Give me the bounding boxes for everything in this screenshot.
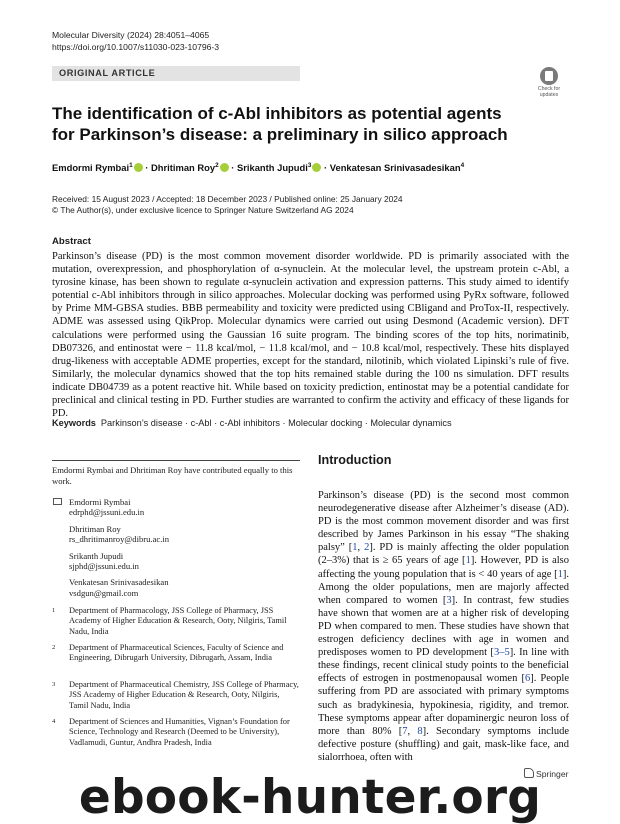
author-name: Dhritiman Roy	[69, 523, 121, 534]
citation-link[interactable]: 1	[557, 568, 563, 580]
author-affiliation-sup: 4	[460, 162, 465, 169]
keywords-list: Parkinson’s disease · c-Abl · c-Abl inhibitors · Molecular docking · Molecular dynamics	[100, 418, 452, 428]
introduction-heading: Introduction	[318, 453, 392, 467]
citation-link[interactable]: 1	[465, 555, 471, 567]
check-for-updates-badge[interactable]	[533, 67, 565, 100]
author-affiliation-sup: 2	[215, 162, 219, 169]
author-name: Srikanth Jupudi	[69, 550, 124, 561]
affiliation-number: 1	[52, 607, 56, 614]
affiliation-text: Department of Pharmaceutical Sciences, Faculty of Science and Engineering, Dibrugarh University, Dibrugarh, Assam, India	[69, 643, 284, 663]
affiliation-text: Department of Sciences and Humanities, Vignan’s Foundation for Science, Technology and Research (Deemed to be University), Vadlamudi, Guntur, Andhra Pradesh, India	[69, 717, 290, 747]
citation-link[interactable]: 8	[417, 725, 423, 737]
introduction-segment: Parkinson’s disease (PD) is the second most common neurodegenerative disease after Alzheimer’s disease (AD). PD is the most common movement disorder and was first described by James Parkinson in his essay “The shaking palsy” [	[318, 490, 569, 554]
introduction-segment: ,	[407, 725, 418, 737]
corresponding-author	[69, 577, 300, 598]
journal-citation: Molecular Diversity (2024) 28:4051–4065	[52, 30, 210, 40]
introduction-segment: ]. In line with these findings, recent clinical study points to the beneficial effects of estrogen in postmenopausal women [	[318, 647, 569, 685]
introduction-text	[318, 489, 569, 764]
author-list	[52, 162, 464, 173]
publication-dates	[52, 194, 403, 216]
citation-link[interactable]: 3–5	[493, 647, 510, 659]
corresponding-author	[69, 524, 300, 545]
check-updates-label: Check for updates	[537, 86, 561, 98]
author-separator: ·	[142, 162, 152, 174]
author-separator: ·	[321, 162, 330, 174]
author-email[interactable]: edrphd@jssuni.edu.in	[69, 507, 145, 518]
introduction-segment: ]. Among the older populations, men are majorly affected when compared to women [	[318, 568, 569, 606]
abstract-heading: Abstract	[52, 236, 91, 247]
corresponding-author	[69, 497, 300, 518]
footnote-divider	[52, 460, 300, 461]
citation-link[interactable]: 7	[402, 725, 408, 737]
affiliation-number: 2	[52, 644, 56, 651]
affiliation-text: Department of Pharmaceutical Chemistry, JSS College of Pharmacy, JSS Academy of Higher Education & Research, Ooty, Nilgiris, Tamil Nadu, India	[69, 680, 299, 710]
affiliation-item	[52, 606, 300, 637]
abstract-text: Parkinson’s disease (PD) is the most common movement disorder worldwide. PD is primarily associated with the mutation, overexpression, and phosphorylation of α-synuclein. At the molecular level, the upstream protein c-Abl, a tyrosine kinase, has been shown to regulate α-synuclein activation and expression patterns. This study aimed to identify potential c-Abl inhibitors through in silico approaches. Molecular docking was performed using PyRx software, followed by Prime MM-GBSA studies. BBB permeability and toxicity were predicted using CBligand and ProTox-II, respectively. ADME was assessed using QikProp. Molecular dynamics were carried out using Desmond (Academic version). DFT calculations were performed using the Gaussian 16 suite program. The binding scores of the top hits, norimatinib, DB07326, and entinostat were − 11.8 kcal/mol, − 11.8 kcal/mol, and − 10.8 kcal/mol, respectively. These hits displayed drug-likeness with acceptable ADME properties, except for the standard, nilotinib, which violated Lipinski’s rule of five. Similarly, the molecular dynamics showed that the top hits remained stable during the 100 ns simulation. DFT results indicate DB04739 as a potent reactive hit. While based on toxicity prediction, entinostat may be a potential candidate for preclinical and clinical testing in PD. Further studies are warranted to confirm the activity and efficacy of these ligands for PD.	[52, 251, 569, 420]
copyright-line: © The Author(s), under exclusive licence to Springer Nature Switzerland AG 2024	[52, 205, 354, 215]
corresponding-author	[69, 551, 300, 572]
author-separator: ·	[228, 162, 237, 174]
affiliation-item	[52, 680, 300, 711]
doi-link[interactable]: https://doi.org/10.1007/s11030-023-10796-3	[52, 41, 220, 52]
envelope-icon	[53, 498, 62, 505]
keywords-label: Keywords	[52, 418, 96, 428]
author-name[interactable]: Srikanth Jupudi	[237, 162, 308, 174]
orcid-icon[interactable]	[134, 163, 143, 172]
author-affiliation-sup: 3	[307, 162, 312, 169]
author-name[interactable]: Dhritiman Roy	[151, 162, 216, 174]
article-type-bar: ORIGINAL ARTICLE	[52, 66, 300, 81]
affiliation-item	[52, 717, 300, 748]
watermark-text: ebook-hunter.org	[78, 770, 542, 824]
orcid-icon[interactable]	[220, 163, 229, 172]
introduction-segment: ]. Secondary symptoms include defective posture (shuffling) and gait, mask-like face, and sialorrhoea, often with	[318, 725, 569, 763]
author-email[interactable]: rs_dhritimanroy@dibru.ac.in	[69, 534, 170, 545]
journal-header	[52, 30, 219, 53]
keywords	[52, 418, 569, 428]
correspondence-block	[52, 497, 300, 604]
contribution-note: Emdormi Rymbai and Dhritiman Roy have contributed equally to this work.	[52, 465, 293, 486]
publisher-name: Springer	[536, 769, 569, 779]
citation-link[interactable]: 1	[352, 542, 358, 554]
author-name: Venkatesan Srinivasadesikan	[69, 577, 169, 588]
citation-link[interactable]: 3	[446, 594, 452, 606]
article-title: The identification of c-Abl inhibitors as potential agents for Parkinson’s disease: a preliminary in silico approach	[52, 104, 508, 144]
affiliation-number: 3	[52, 681, 56, 688]
introduction-segment: ,	[357, 542, 365, 554]
author-name[interactable]: Venkatesan Srinivasadesikan	[329, 162, 461, 174]
author-name: Emdormi Rymbai	[69, 497, 131, 507]
introduction-segment: ]. However, PD is also affecting the young population that is < 40 years of age [	[318, 555, 570, 580]
author-name[interactable]: Emdormi Rymbai	[52, 162, 130, 174]
introduction-segment: ]. PD is mainly affecting the older population (2–3%) that is ≥ 65 years of age [	[318, 542, 569, 567]
author-affiliation-sup: 1	[129, 162, 133, 169]
author-email[interactable]: sjphd@jssuni.edu.in	[69, 561, 139, 572]
dates-line: Received: 15 August 2023 / Accepted: 18 December 2023 / Published online: 25 January 2024	[52, 194, 403, 204]
introduction-segment: ]. People suffering from PD are associated with primary symptoms such as bradykinesia, hypokinesia, rigidity, and tremor. These symptoms appear after dopaminergic neuron loss of more than 80% [	[318, 673, 570, 737]
citation-link[interactable]: 6	[524, 673, 531, 685]
introduction-segment: ]. In contrast, few studies have shown that women are at a higher risk of developing PD when compared to men. These studies have shown that estrogen deficiency declines with age in women and predisposes women to PD development [	[318, 594, 570, 659]
citation-link[interactable]: 2	[364, 542, 370, 554]
affiliation-number: 4	[52, 718, 56, 725]
affiliation-text: Department of Pharmacology, JSS College of Pharmacy, JSS Academy of Higher Education & Research, Ooty, Nilgiris, Tamil Nadu, India	[69, 606, 287, 636]
affiliation-item	[52, 643, 300, 664]
author-email[interactable]: vsdgun@gmail.com	[69, 587, 139, 598]
check-updates-icon	[540, 67, 558, 85]
